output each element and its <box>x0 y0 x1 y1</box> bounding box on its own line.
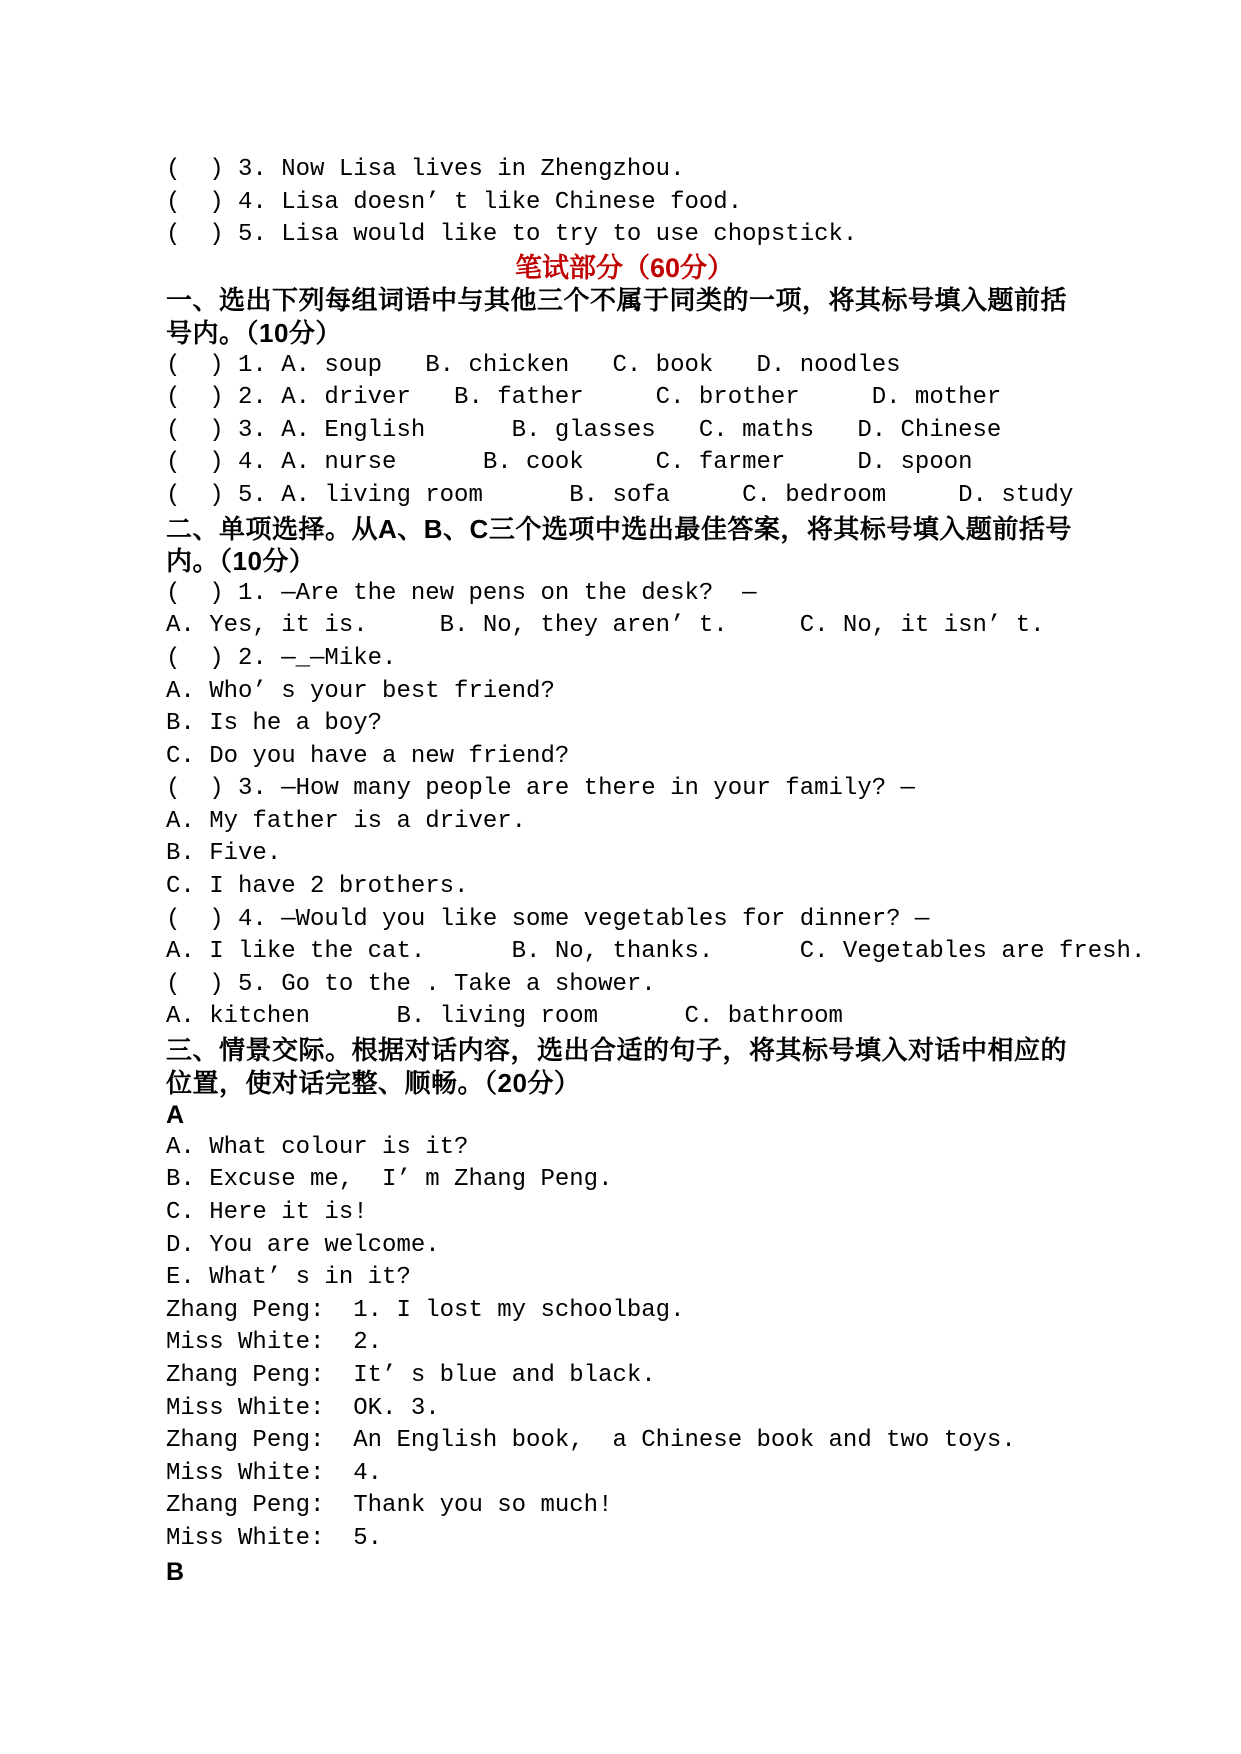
dialogue-line: Miss White: OK. 3. <box>166 1394 440 1422</box>
answer-option: B. Five. <box>166 840 282 868</box>
document-body <box>166 154 1146 1588</box>
section-heading: 位置，使对话完整、顺畅。（20分） <box>166 1067 581 1098</box>
choice-sentence: D. You are welcome. <box>166 1231 440 1259</box>
question-options: ( ) 1. A. soup B. chicken C. book D. noodles <box>166 351 901 379</box>
answer-options: A. Yes, it is. B. No, they aren’ t. C. No, it isn’ t. <box>166 612 1045 640</box>
choice-sentence: E. What’ s in it? <box>166 1264 411 1292</box>
listening-item: ( ) 3. Now Lisa lives in Zhengzhou. <box>166 156 685 183</box>
dialogue-line: Zhang Peng: It’ s blue and black. <box>166 1361 656 1389</box>
question-options: ( ) 2. A. driver B. father C. brother D. mother <box>166 384 1002 412</box>
dialogue-line: Miss White: 2. <box>166 1329 383 1357</box>
dialogue-part-marker: A <box>166 1101 185 1130</box>
dialogue-line: Zhang Peng: Thank you so much! <box>166 1492 613 1520</box>
dialogue-line: Zhang Peng: 1. I lost my schoolbag. <box>166 1296 685 1324</box>
answer-option: C. I have 2 brothers. <box>166 873 469 901</box>
question: ( ) 4. —Would you like some vegetables for dinner? — <box>166 905 930 933</box>
listening-item: ( ) 4. Lisa doesn’ t like Chinese food. <box>166 188 743 216</box>
question: ( ) 5. Go to the . Take a shower. <box>166 970 656 998</box>
dialogue-line: Miss White: 4. <box>166 1459 383 1487</box>
listening-item: ( ) 5. Lisa would like to try to use chopstick. <box>166 221 858 249</box>
question: ( ) 1. —Are the new pens on the desk? — <box>166 579 757 607</box>
choice-sentence: C. Here it is! <box>166 1199 368 1226</box>
question-options: ( ) 3. A. English B. glasses C. maths D. Chinese <box>166 416 1002 444</box>
choice-sentence: A. What colour is it? <box>166 1133 469 1161</box>
dialogue-line: Miss White: 5. <box>166 1524 383 1552</box>
answer-option: A. Who’ s your best friend? <box>166 677 555 705</box>
answer-options: A. kitchen B. living room C. bathroom <box>166 1003 843 1031</box>
answer-option: C. Do you have a new friend? <box>166 742 570 770</box>
answer-options: A. I like the cat. B. No, thanks. C. Vegetables are fresh. <box>166 938 1146 966</box>
question: ( ) 3. —How many people are there in your family? — <box>166 775 915 803</box>
written-part-title: 笔试部分（60分） <box>514 252 735 283</box>
question-options: ( ) 4. A. nurse B. cook C. farmer D. spoon <box>166 449 973 477</box>
section-heading: 内。（10分） <box>166 546 316 577</box>
choice-sentence: B. Excuse me, I’ m Zhang Peng. <box>166 1166 613 1194</box>
dialogue-line: Zhang Peng: An English book, a Chinese book and two toys. <box>166 1427 1016 1455</box>
section-heading: 一、选出下列每组词语中与其他三个不属于同类的一项，将其标号填入题前括 <box>166 285 1068 316</box>
dialogue-part-marker: B <box>166 1557 185 1586</box>
section-heading: 号内。（10分） <box>166 317 342 348</box>
question-options: ( ) 5. A. living room B. sofa C. bedroom D. study <box>166 481 1074 509</box>
section-heading: 二、单项选择。从A、B、C三个选项中选出最佳答案，将其标号填入题前括号 <box>166 513 1072 544</box>
answer-option: A. My father is a driver. <box>166 807 527 835</box>
section-heading: 三、情景交际。根据对话内容，选出合适的句子，将其标号填入对话中相应的 <box>166 1035 1068 1066</box>
question: ( ) 2. —_—Mike. <box>166 644 397 672</box>
answer-option: B. Is he a boy? <box>166 710 383 738</box>
